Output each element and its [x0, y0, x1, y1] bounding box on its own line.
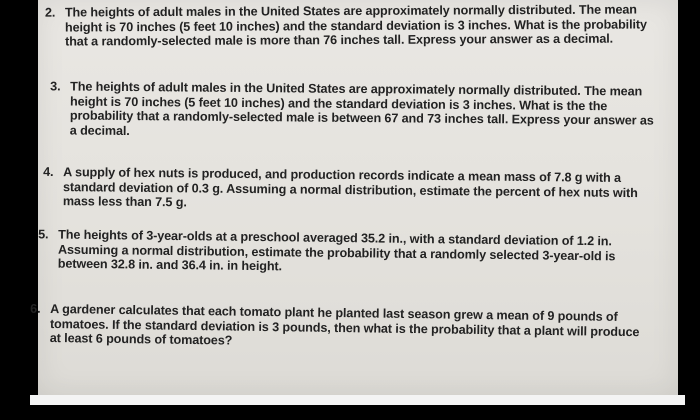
problem-text: The heights of adult males in the United States are approximately normally distributed. The mean height is 70 inches (5 feet 10 inches) and the standard deviation is 3 inches. What is the probability that a randomly-selected male is more than 76 inches tall. Express your answer as a decimal.: [64, 2, 647, 49]
problem-text: A gardener calculates that each tomato plant he planted last season grew a mean of 9 pounds of tomatoes. If the standard deviation is 3 pounds, then what is the probability that a plant will produce at least 6 pounds of tomatoes?: [49, 301, 640, 348]
problem-6: [30, 302, 646, 354]
problem-2: [45, 2, 660, 49]
problem-text: A supply of hex nuts is produced, and production records indicate a mean mass of 7.8 g with a standard deviation of 0.3 g. Assuming a normal distribution, estimate the percent of hex nuts with mass less than 7.5 g.: [62, 165, 638, 210]
bottom-strip: [30, 395, 685, 405]
problem-number: 2.: [44, 5, 56, 20]
problem-3: [50, 79, 662, 142]
problem-number: 5.: [38, 227, 49, 242]
problem-number: 4.: [43, 164, 54, 179]
problem-number: 6.: [30, 301, 41, 316]
problem-4: [43, 165, 641, 215]
problem-text: The heights of 3-year-olds at a preschool averaged 35.2 in., with a standard deviation of 1.2 in. Assuming a normal distribution, estimate the probability that a randomly selected 3-year-old is between 32.8 in. and 36.4 in. in height.: [57, 227, 616, 274]
problem-5: [38, 227, 638, 278]
problem-text: The heights of adult males in the United States are approximately normally distributed. The mean height is 70 inches (5 feet 10 inches) and the standard deviation is 3 inches. What is the the probability that a randomly-selected male is between 67 and 73 inches tall. Express your answer as a decimal.: [69, 79, 654, 138]
problem-number: 3.: [50, 79, 61, 94]
